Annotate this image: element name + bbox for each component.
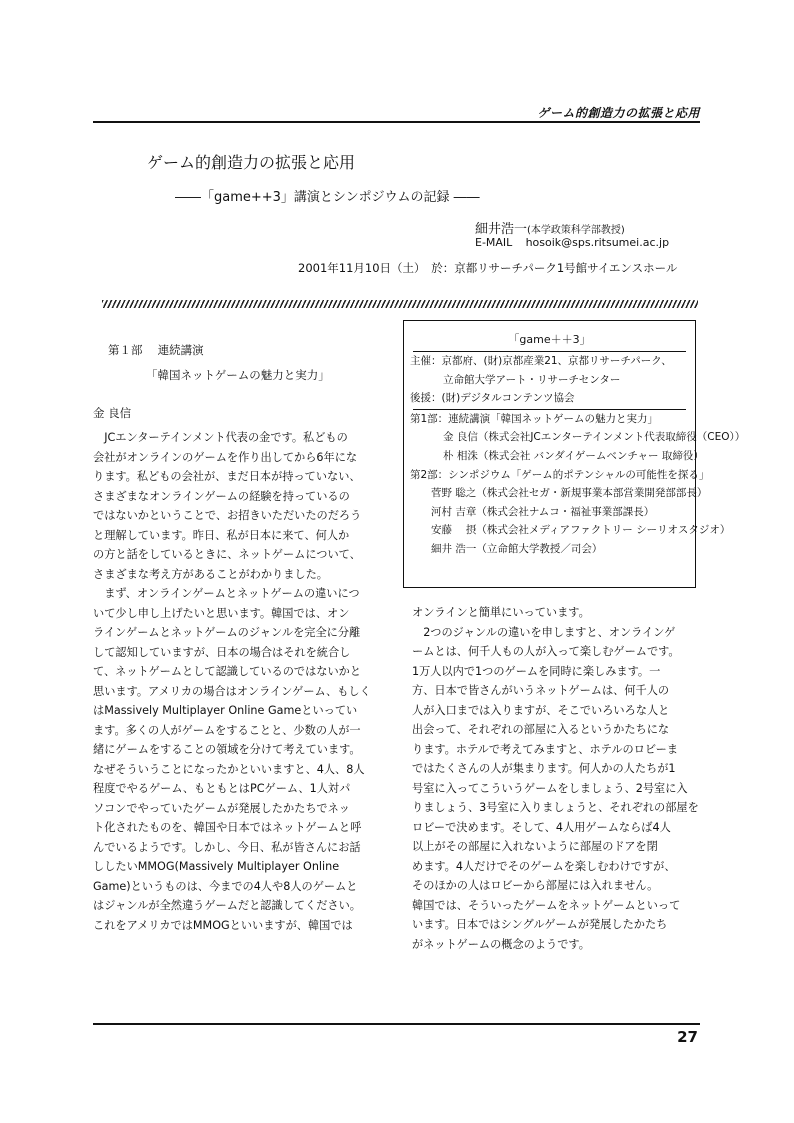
body-text-line: JCエンターテインメント代表の金です。私どもの xyxy=(93,431,348,444)
body-text-line: オンラインと簡単にいっています。 xyxy=(412,606,590,619)
body-text-line: 1万人以内で1つのゲームを同時に楽しみます。一 xyxy=(412,664,661,678)
body-text-line: 方、日本で皆さんがいうネットゲームは、何千人の xyxy=(412,684,670,697)
right-column-body xyxy=(412,603,712,954)
dateline: 2001年11月10日（土） 於：京都リサーチパーク1号館サイエンスホール xyxy=(298,261,678,275)
body-text-line: 2つのジャンルの違いを申しますと、オンラインゲ xyxy=(412,625,676,639)
body-text-line: Game)というものは、今までの4人や8人のゲームと xyxy=(93,879,358,893)
info-box-row: 主催：京都府、(財)京都産業21、京都リサーチパーク、 xyxy=(410,355,672,367)
body-text-line: さまざまな考え方があることがわかりました。 xyxy=(93,567,328,581)
left-column-body xyxy=(93,428,393,935)
body-text-line: ります。私どもの会社が、まだ日本が持っていない、 xyxy=(93,470,361,483)
body-text-line: いて少し申し上げたいと思います。韓国では、オン xyxy=(93,606,350,620)
body-text-line: して認知していますが、日本の場合はそれを統合し xyxy=(93,645,351,659)
body-text-line: 思います。アメリカの場合はオンラインゲーム、もしく xyxy=(93,684,371,698)
body-text-line: 出会って、それぞれの部屋に入るというかたちにな xyxy=(412,723,670,736)
body-text-line: ロビーで決めます。そして、4人用ゲームならば4人 xyxy=(412,820,671,834)
body-text-line: 緒にゲームをすることの領域を分けて考えています。 xyxy=(93,743,361,756)
info-box-row: 後援：(財)デジタルコンテンツ協会 xyxy=(410,392,575,405)
page-number: 27 xyxy=(677,1028,698,1046)
body-text-line: ソコンでやっていたゲームが発展したかたちでネッ xyxy=(93,801,350,815)
body-text-line: と理解しています。昨日、私が日本に来て、何人か xyxy=(93,528,350,542)
info-box-row: 第1部：連続講演「韓国ネットゲームの魅力と実力」 xyxy=(410,412,658,425)
body-text-line: はMassively Multiplayer Online Gameといってい xyxy=(93,704,358,717)
body-text-line: 会社がオンラインのゲームを作り出してから6年にな xyxy=(93,450,358,464)
part-subheading: 「韓国ネットゲームの魅力と実力」 xyxy=(146,368,330,382)
body-text-line: 号室に入ってこういうゲームをしましょう、2号室に入 xyxy=(412,781,688,795)
body-text-line: ります。ホテルで考えてみますと、ホテルのロビーま xyxy=(412,742,679,756)
body-text-line: の方と話をしているときに、ネットゲームについて、 xyxy=(93,548,361,561)
body-text-line: んでいるようです。しかし、今日、私が皆さんにお話 xyxy=(93,840,361,854)
body-text-line: りましょう、3号室に入りましょうと、それぞれの部屋を xyxy=(412,801,699,814)
info-box-row: 河村 吉章（株式会社ナムコ・福祉事業部課長） xyxy=(431,505,655,518)
part-heading: 第１部 連続講演 xyxy=(108,343,204,357)
body-text-line: まず、オンラインゲームとネットゲームの違いにつ xyxy=(93,587,360,600)
info-box-row: 朴 相洙（株式会社 バンダイゲームベンチャー 取締役） xyxy=(443,449,704,462)
body-text-line: ししたいMMOG(Massively Multiplayer Online xyxy=(93,860,340,873)
info-box-row: 第2部：シンポジウム「ゲーム的ポテンシャルの可能性を探る」 xyxy=(410,468,710,481)
info-box-row: 安藤 摂（株式会社メディアファクトリー シーリオスタジオ） xyxy=(431,524,731,537)
header-rule xyxy=(93,121,700,123)
email-address: hosoik@sps.ritsumei.ac.jp xyxy=(525,236,670,249)
body-text-line: なぜそういうことになったかといいますと、4人、8人 xyxy=(93,762,365,776)
email-label: E-MAIL xyxy=(475,236,513,249)
body-text-line: さまざまなオンラインゲームの経験を持っているの xyxy=(93,489,350,503)
event-info-box xyxy=(403,320,746,588)
info-box-organizers xyxy=(404,352,695,408)
info-box-row: 金 良信（株式会社JCエンターテインメント代表取締役（CEO）） xyxy=(443,431,746,444)
body-text-line: ではないかということで、お招きいただいたのだろう xyxy=(93,509,362,522)
body-text-line: そのほかの人はロビーから部屋には入れません。 xyxy=(412,879,659,892)
body-text-line: 以上がその部屋に入れないように部屋のドアを閉 xyxy=(412,840,658,853)
author-affiliation: (本学政策科学部教授) xyxy=(527,225,625,236)
body-text-line: ームとは、何千人もの人が入って楽しむゲームです。 xyxy=(412,645,680,658)
body-text-line: 韓国では、そういったゲームをネットゲームといって xyxy=(412,898,681,912)
body-text-line: これをアメリカではMMOGといいますが、韓国では xyxy=(93,918,353,932)
body-text-line: がネットゲームの概念のようです。 xyxy=(412,937,590,951)
body-text-line: います。日本ではシングルゲームが発展したかたち xyxy=(412,918,668,931)
info-box-row: 菅野 聡之（株式会社セガ・新規事業本部営業開発部部長） xyxy=(431,487,708,500)
article-title: ゲーム的創造力の拡張と応用 xyxy=(147,153,356,172)
body-text-line: ト化されたものを、韓国や日本ではネットゲームと呼 xyxy=(93,821,362,834)
author-line xyxy=(475,218,625,237)
body-text-line: めます。4人だけでそのゲームを楽しむわけですが、 xyxy=(412,859,676,873)
info-box-row: 立命館大学アート・リサーチセンター xyxy=(443,373,621,386)
info-box-program xyxy=(404,410,746,559)
info-box-row: 細井 浩一（立命館大学教授／司会） xyxy=(431,542,603,555)
body-text-line: 程度でやるゲーム、もともとはPCゲーム、1人対パ xyxy=(93,782,351,795)
author-name: 細井浩一 xyxy=(475,222,528,237)
running-header: ゲーム的創造力の拡張と応用 xyxy=(537,106,700,120)
body-text-line: ます。多くの人がゲームをすることと、少数の人が一 xyxy=(93,723,361,737)
body-text-line: ではたくさんの人が集まります。何人かの人たちが1 xyxy=(412,762,676,775)
hatched-divider xyxy=(102,300,698,308)
body-text-line: ラインゲームとネットゲームのジャンルを完全に分離 xyxy=(93,626,361,639)
body-text-line: 人が入口までは入りますが、そこでいろいろな人と xyxy=(412,703,670,717)
info-box-title: 「game＋＋3」 xyxy=(508,333,591,346)
footer-rule xyxy=(93,1023,700,1025)
article-subtitle: ――「game++3」講演とシンポジウムの記録 ―― xyxy=(175,190,480,205)
speaker-name: 金 良信 xyxy=(93,406,132,420)
author-email-line xyxy=(475,236,669,249)
body-text-line: て、ネットゲームとして認識しているのではないかと xyxy=(93,665,362,678)
body-text-line: はジャンルが全然違うゲームだと認識してください。 xyxy=(93,899,361,912)
